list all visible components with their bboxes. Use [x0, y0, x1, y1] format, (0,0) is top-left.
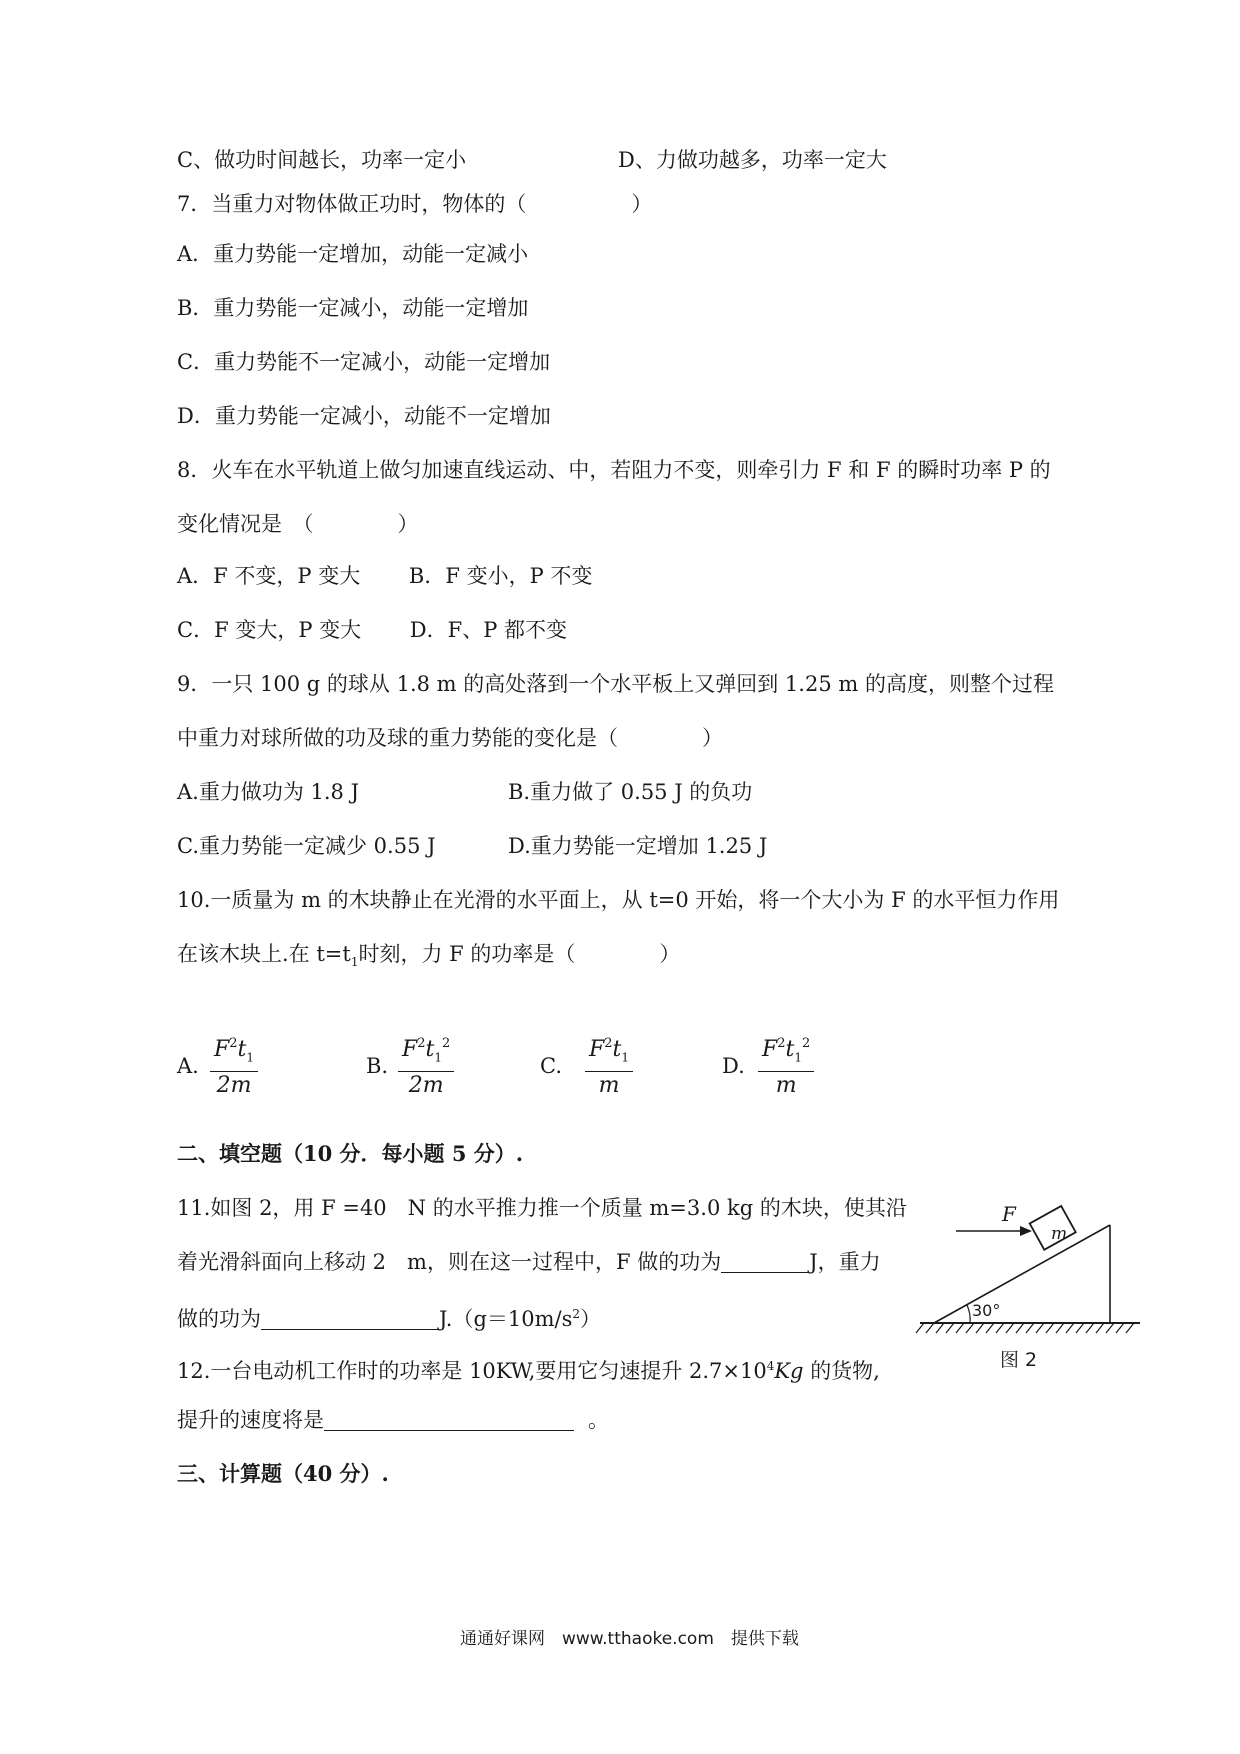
- q11-line1: 11.如图 2，用 F =40 N 的水平推力推一个质量 m=3.0 kg 的木块，使其沿: [177, 1196, 907, 1220]
- q8-options-ab: A．F 不变，P 变大 B．F 变小，P 不变: [177, 564, 593, 588]
- mass-label: m: [1051, 1224, 1068, 1244]
- q10-option-c-formula: $\frac{F^2t_1}{m}$: [585, 1030, 633, 1100]
- q6-option-c: C、做功时间越长，功率一定小: [177, 148, 467, 172]
- q11-blank-work-gravity[interactable]: [261, 1307, 439, 1330]
- page-footer: 通通好课网 www.tthaoke.com 提供下载: [460, 1629, 799, 1649]
- q8-stem-line1: 8．火车在水平轨道上做匀加速直线运动、中，若阻力不变，则牵引力 F 和 F 的瞬时功率 P 的: [177, 458, 1051, 482]
- q8-options-cd: C．F 变大，P 变大 D．F、P 都不变: [177, 618, 568, 642]
- q10-stem-line1: 10.一质量为 m 的木块静止在光滑的水平面上，从 t=0 开始，将一个大小为 F 的水平恒力作用: [177, 888, 1060, 912]
- q10-option-a-label: A.: [177, 1054, 199, 1078]
- q10-option-b-label: B.: [366, 1054, 389, 1078]
- q10-option-a-formula: $\frac{F^2t_1}{2m}$: [210, 1030, 258, 1100]
- q10-option-c-label: C.: [540, 1054, 562, 1078]
- q9-stem-line2: 中重力对球所做的功及球的重力势能的变化是（ ）: [177, 726, 723, 750]
- q7-option-a: A．重力势能一定增加，动能一定减小: [177, 242, 529, 266]
- q11-line2: 着光滑斜面向上移动 2 m，则在这一过程中，F 做的功为 J，重力: [177, 1250, 881, 1274]
- angle-label: 30°: [972, 1301, 1001, 1320]
- figure-caption: 图 2: [1000, 1349, 1038, 1371]
- q9-stem-line1: 9．一只 100 g 的球从 1.8 m 的高处落到一个水平板上又弹回到 1.25 m 的高度，则整个过程: [177, 672, 1054, 696]
- q7-option-d: D．重力势能一定减小，动能不一定增加: [177, 404, 551, 428]
- q9-option-d: D.重力势能一定增加 1.25 J: [508, 834, 768, 858]
- section3-title: 三、计算题（40 分）.: [177, 1461, 389, 1486]
- force-label: F: [1002, 1202, 1016, 1226]
- q10-option-d-formula: $\frac{F^2t_1^2}{m}$: [758, 1030, 814, 1100]
- q9-option-b: B.重力做了 0.55 J 的负功: [508, 780, 753, 804]
- q10-option-d-label: D.: [722, 1054, 745, 1078]
- section2-title: 二、填空题（10 分．每小题 5 分）.: [177, 1141, 524, 1166]
- incline-figure: [910, 1195, 1150, 1345]
- q9-option-a: A.重力做功为 1.8 J: [177, 780, 360, 804]
- q6-option-d: D、力做功越多，功率一定大: [618, 148, 887, 172]
- q8-stem-line2: 变化情况是 （ ）: [177, 512, 419, 536]
- q12-blank-speed[interactable]: [324, 1408, 574, 1431]
- incline-surface: [934, 1225, 1110, 1323]
- q10-stem-line2: 在该木块上.在 $t=t_1$时刻，力 F 的功率是（ ）: [177, 942, 681, 970]
- q7-option-b: B．重力势能一定减小，动能一定增加: [177, 296, 529, 320]
- q12-line1: 12.一台电动机工作时的功率是 10KW,要用它匀速提升 $2.7\times 10^4Kg$ 的货物,: [177, 1359, 880, 1383]
- q9-option-c: C.重力势能一定减少 0.55 J: [177, 834, 436, 858]
- q7-option-c: C．重力势能不一定减小，动能一定增加: [177, 350, 551, 374]
- q7-stem: 7．当重力对物体做正功时，物体的（ ）: [177, 192, 653, 216]
- q11-blank-work-f[interactable]: [721, 1250, 809, 1273]
- q10-option-b-formula: $\frac{F^2t_1^2}{2m}$: [398, 1030, 454, 1100]
- q12-line2: 提升的速度将是 。: [177, 1408, 609, 1432]
- q11-line3: 做的功为 $J.(g=10m/s^2)$: [177, 1307, 602, 1331]
